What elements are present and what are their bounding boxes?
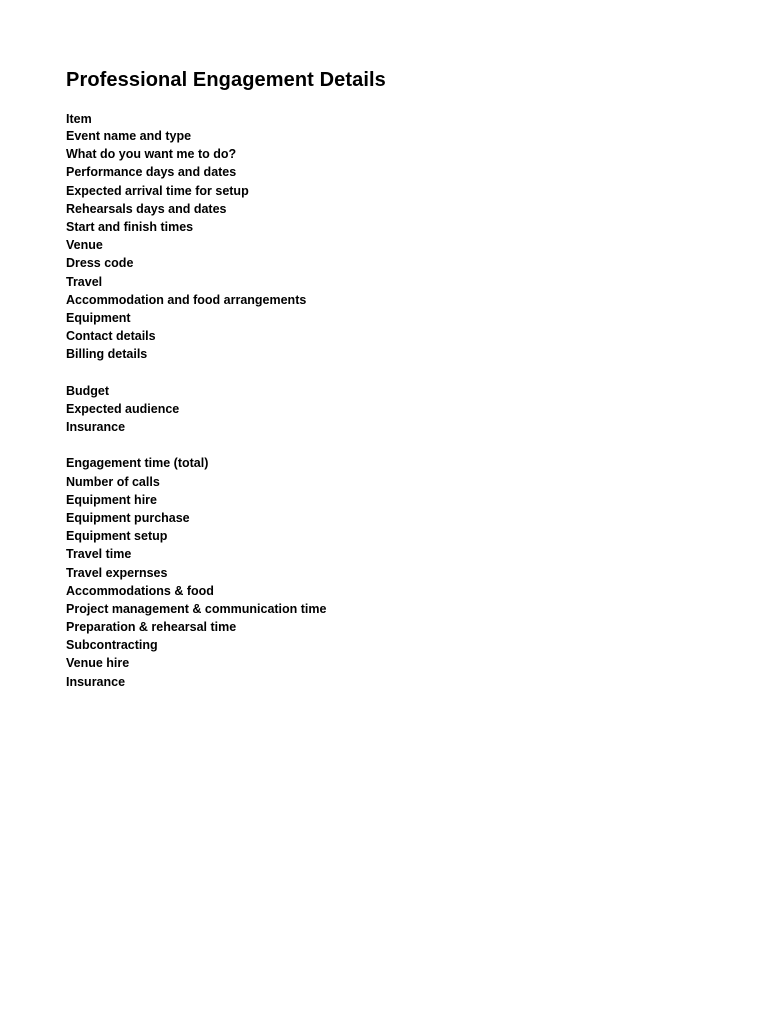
list-item: Event name and type	[66, 129, 192, 143]
list-item: Performance days and dates	[66, 165, 237, 180]
list-item: Accommodation and food arrangements	[66, 292, 307, 307]
list-item: Dress code	[66, 256, 134, 271]
list-item: Contact details	[66, 329, 156, 344]
list-item: Rehearsals days and dates	[66, 201, 227, 216]
list-item: Expected arrival time for setup	[66, 183, 249, 198]
list-item: Engagement time (total)	[66, 456, 209, 471]
list-item: Equipment setup	[66, 529, 168, 544]
list-item: Project management & communication time	[66, 601, 327, 616]
list-item: Equipment purchase	[66, 510, 190, 525]
list-item: Venue hire	[66, 656, 130, 671]
list-item: Travel	[66, 274, 103, 289]
list-item: What do you want me to do?	[66, 147, 237, 162]
list-item: Travel time	[66, 547, 132, 562]
list-item: Insurance	[66, 674, 126, 689]
list-item: Budget	[66, 383, 110, 398]
list-item: Subcontracting	[66, 638, 158, 653]
document-page	[66, 66, 728, 691]
document-title: Professional Engagement Details	[66, 69, 386, 91]
list-item: Expected audience	[66, 401, 180, 416]
list-item: Insurance	[66, 420, 126, 434]
section-spacer	[66, 363, 728, 381]
column-header: Item	[66, 112, 92, 126]
list-item: Preparation & rehearsal time	[66, 620, 237, 635]
item-list	[66, 112, 728, 691]
list-item: Venue	[66, 238, 103, 253]
list-item: Accommodations & food	[66, 583, 214, 598]
list-item: Start and finish times	[66, 219, 194, 234]
list-item: Number of calls	[66, 474, 160, 489]
list-item: Billing details	[66, 347, 148, 362]
list-item: Travel expernses	[66, 565, 168, 580]
list-item: Equipment	[66, 310, 131, 325]
section-spacer	[66, 436, 728, 454]
list-item: Equipment hire	[66, 492, 157, 507]
